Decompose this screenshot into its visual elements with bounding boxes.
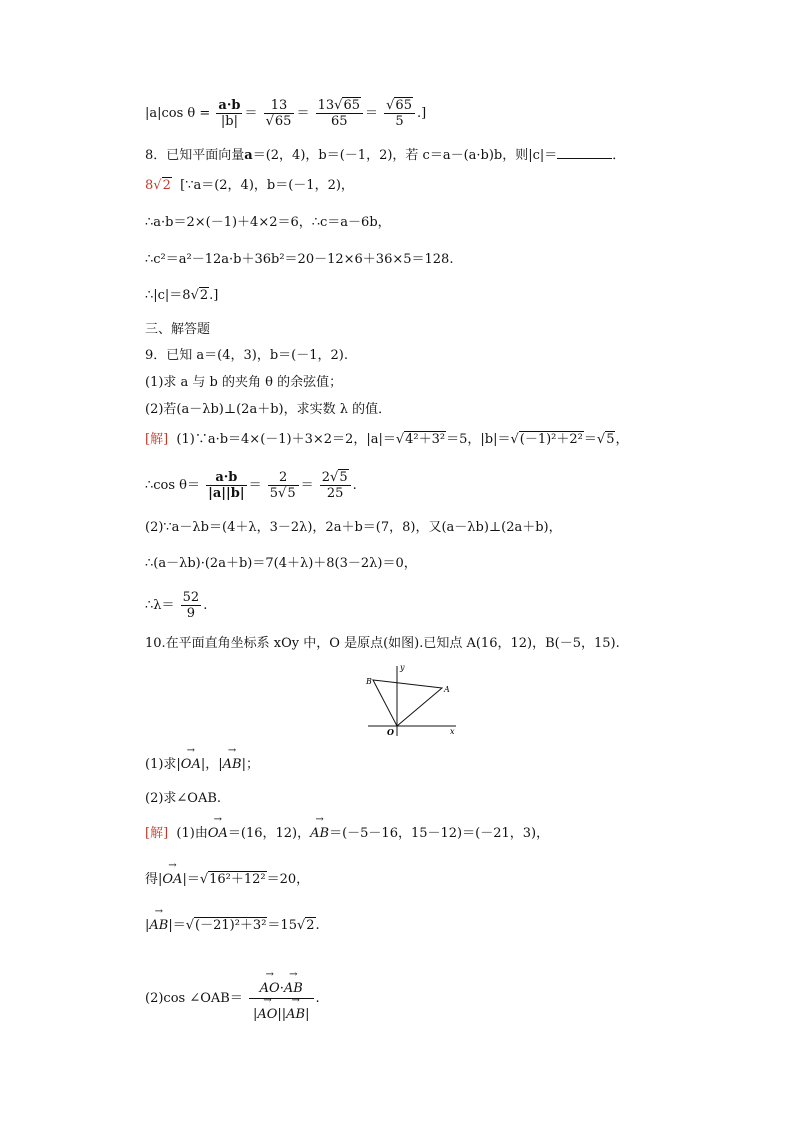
solution-9-line-4: ∴(a－λb)·(2a＋b)＝7(4＋λ)＋8(3－2λ)＝0， — [145, 556, 417, 571]
question-9-part-1: (1)求 a 与 b 的夹角 θ 的余弦值； — [145, 375, 343, 390]
solution-9-line-3: (2)∵a－λb＝(4＋λ，3－2λ)，2a＋b＝(7，8)，又(a－λb)⊥(2a＋b)， — [145, 520, 562, 535]
coordinate-figure — [360, 660, 470, 740]
question-8: 8．已知平面向量a＝(2，4)，b＝(－1，2)，若 c＝a－(a·b)b，则|c|＝ ． — [145, 148, 626, 163]
origin-label: O — [387, 727, 394, 737]
solution-10-line-4: (2)cos ∠OAB＝ → $\frac{AO\cdot\to AB}{|\to AO||\to AB|}$ . — [145, 975, 320, 1022]
solution-tag: [解] — [145, 826, 169, 841]
answer-8-line-4: ∴|c|＝8√2.] — [145, 288, 219, 303]
question-9-part-2: (2)若(a－λb)⊥(2a＋b)，求实数 λ 的值． — [145, 402, 392, 417]
solution-10-line-2: 得|→ OA|＝√16²＋12²＝20， — [145, 872, 309, 888]
answer-8-line-1: 8√2 [∵a＝(2，4)，b＝(－1，2)， — [145, 178, 354, 193]
answer-blank — [557, 148, 612, 159]
point-b-label: B — [366, 677, 372, 686]
question-10-part-2: (2)求∠OAB. — [145, 791, 222, 806]
solution-9-line-1: [解] (1)∵a·b＝4×(－1)＋3×2＝2，|a|＝√4²＋3²＝5，|b|＝√(－1)²＋2²＝√5， — [145, 432, 629, 447]
formula-line-1: |a|cos θ = $\frac{a\cdot b}{|b|}$ ＝ $\frac{13}{√65}$ ＝ $\frac{13√65}{65}$ ＝ $\frac{√65}{5}$ .] — [145, 98, 427, 129]
answer-value: 8√2 — [145, 178, 171, 193]
point-a-label: A — [444, 685, 450, 694]
solution-9-line-5: ∴λ＝ $\frac{52}{9}$ . — [145, 590, 208, 621]
x-axis-label: x — [450, 727, 455, 736]
solution-10-line-3: |→ AB|＝√(－21)²＋3²＝15√2. — [145, 918, 320, 934]
solution-10-line-1: [解] (1)由→ OA＝(16，12)，→ AB＝(－5－16，15－12)＝(－21，3)， — [145, 826, 549, 842]
y-axis-label: y — [400, 663, 405, 672]
triangle-oab — [373, 680, 442, 726]
question-10-part-1: (1)求|→ OA|，|→ AB|； — [145, 757, 259, 773]
solution-9-line-2: ∴cos θ＝ $\frac{a\cdot b}{|a||b|}$ ＝ $\frac{2}{5√5}$ ＝ $\frac{2√5}{25}$ . — [145, 470, 357, 501]
answer-8-line-3: ∴c²＝a²－12a·b＋36b²＝20－12×6＋36×5＝128. — [145, 252, 454, 267]
section-heading: 三、解答题 — [145, 322, 211, 337]
question-10-stem: 10.在平面直角坐标系 xOy 中，O 是原点(如图).已知点 A(16，12)，B(－5，15). — [145, 636, 620, 651]
answer-8-line-2: ∴a·b＝2×(－1)＋4×2＝6，∴c＝a－6b， — [145, 215, 391, 230]
solution-tag: [解] — [145, 432, 169, 447]
question-9-stem: 9．已知 a＝(4，3)，b＝(－1，2). — [145, 348, 348, 363]
